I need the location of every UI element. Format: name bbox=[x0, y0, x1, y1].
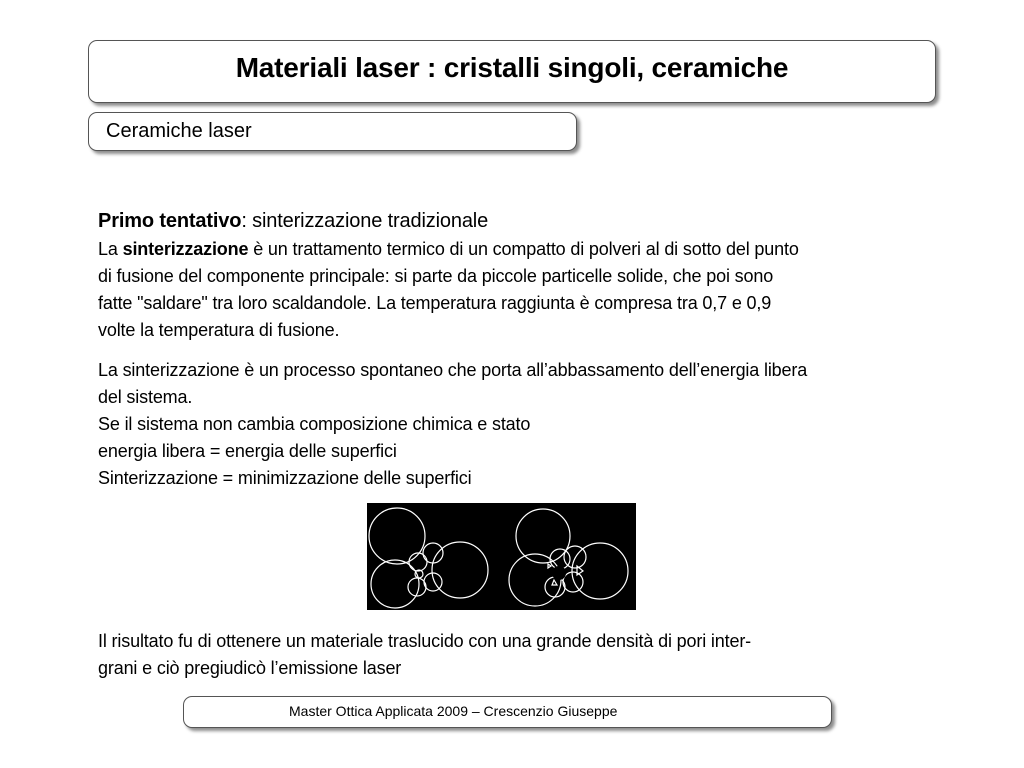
heading-bold: Primo tentativo bbox=[98, 210, 242, 232]
text-line: volte la temperatura di fusione. bbox=[98, 320, 340, 340]
title-box bbox=[88, 40, 936, 103]
footer-text: Master Ottica Applicata 2009 – Crescenzio Giuseppe bbox=[289, 703, 618, 719]
text-line: del sistema. bbox=[98, 387, 193, 407]
text-line: di fusione del componente principale: si parte da piccole particelle solide, che poi sono bbox=[98, 266, 774, 286]
particles-svg bbox=[367, 503, 636, 610]
slide-title: Materiali laser : cristalli singoli, ceramiche bbox=[235, 52, 789, 83]
paragraph-energia bbox=[98, 357, 938, 492]
paragraph-sinterizzazione bbox=[98, 206, 938, 344]
text-line: fatte "saldare" tra loro scaldandole. La temperatura raggiunta è compresa tra 0,7 e 0,9 bbox=[98, 293, 772, 313]
text-line: grani e ciò pregiudicò l’emissione laser bbox=[98, 658, 402, 678]
bold-term: sinterizzazione bbox=[122, 239, 249, 259]
heading-rest: : sinterizzazione tradizionale bbox=[241, 210, 489, 232]
text-line: Il risultato fu di ottenere un materiale traslucido con una grande densità di pori inter- bbox=[98, 631, 752, 651]
paragraph-risultato bbox=[98, 628, 938, 682]
subtitle-box bbox=[88, 112, 577, 151]
text-line: La sinterizzazione è un processo spontaneo che porta all’abbassamento dell’energia libera bbox=[98, 360, 808, 380]
text-line: Se il sistema non cambia composizione chimica e stato bbox=[98, 414, 531, 434]
text-span: La bbox=[98, 239, 123, 259]
sintering-particles-diagram bbox=[367, 503, 636, 610]
text-line bbox=[98, 236, 938, 263]
paragraph-heading bbox=[98, 206, 938, 236]
text-span: è un trattamento termico di un compatto di polveri al di sotto del punto bbox=[248, 239, 799, 259]
text-line: energia libera = energia delle superfici bbox=[98, 441, 397, 461]
footer-box bbox=[183, 696, 832, 728]
text-line: Sinterizzazione = minimizzazione delle superfici bbox=[98, 468, 472, 488]
slide-subtitle: Ceramiche laser bbox=[106, 120, 252, 142]
